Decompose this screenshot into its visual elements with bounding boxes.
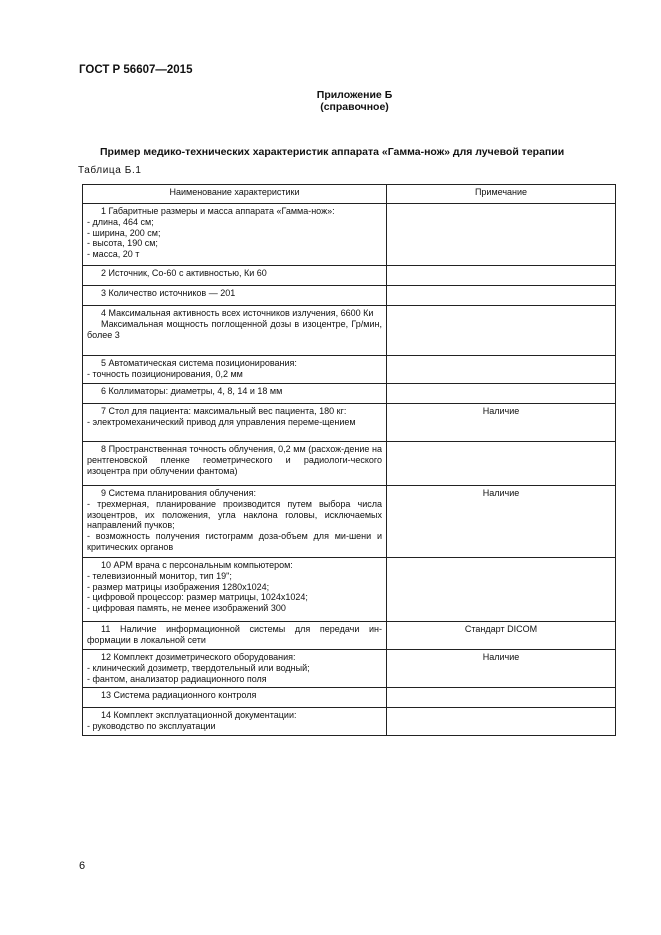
characteristic-cell [83,306,387,356]
appendix-title: Приложение Б [316,89,393,101]
table-body [83,204,616,736]
header-note: Примечание [387,185,616,204]
table-row [83,486,616,558]
page-number: 6 [79,860,86,872]
table-header-row [83,185,616,204]
table-row [83,650,616,688]
table-row [83,688,616,708]
note-cell [387,708,616,736]
characteristic-cell [83,442,387,486]
table-row [83,286,616,306]
characteristic-line: - руководство по эксплуатации [87,721,216,732]
characteristic-cell [83,384,387,404]
standard-designation: ГОСТ Р 56607—2015 [79,64,193,76]
characteristic-cell [83,204,387,266]
characteristic-line: 10 АРМ врача с персональным компьютером: [101,560,293,570]
characteristic-cell [83,650,387,688]
characteristic-line: - высота, 190 см; [87,238,158,249]
characteristic-cell [83,356,387,384]
table-row [83,266,616,286]
note-cell [387,688,616,708]
note-cell: Наличие [387,486,616,558]
characteristic-line: 3 Количество источников — 201 [101,288,236,298]
characteristic-line: 4 Максимальная активность всех источников излучения, 6600 Ки [101,308,374,318]
characteristic-line: 13 Система радиационного контроля [101,690,257,701]
note-cell [387,384,616,404]
note-cell: Стандарт DICOM [387,622,616,650]
characteristic-cell [83,622,387,650]
note-cell: Наличие [387,404,616,442]
characteristic-cell [83,558,387,622]
note-cell [387,286,616,306]
header-characteristic: Наименование характеристики [83,185,387,204]
table-row [83,356,616,384]
characteristic-line: - длина, 464 см; [87,216,154,227]
appendix-heading [0,89,661,113]
table-row [83,558,616,622]
note-cell [387,204,616,266]
characteristic-cell [83,708,387,736]
characteristic-line: 9 Система планирования облучения: [101,488,257,498]
characteristic-cell [83,286,387,306]
characteristic-line: - клинический дозиметр, твердотельный или водный; [87,662,310,673]
characteristic-line: 6 Коллиматоры: диаметры, 4, 8, 14 и 18 мм [101,386,283,396]
characteristic-line: 8 Пространственная точность облучения, 0,2 мм (расхож-дение на рентгеновской пленке геометрического и радиологи-ческого изоцентра при облучении фантома) [87,444,382,476]
table-row [83,442,616,486]
note-cell [387,442,616,486]
table-caption: Пример медико-технических характеристик аппарата «Гамма-нож» для лучевой терапии [100,146,565,158]
characteristic-line: - телевизионный монитор, тип 19"; [87,570,232,581]
note-cell [387,558,616,622]
characteristic-line: - точность позиционирования, 0,2 мм [87,368,243,379]
note-cell [387,306,616,356]
appendix-subtitle: (справочное) [320,101,389,113]
characteristic-line: - возможность получения гистограмм доза-объем для ми-шени и критических органов [87,531,382,552]
table-row [83,306,616,356]
characteristic-line: - цифровой процессор: размер матрицы, 1024x1024; [87,592,308,603]
characteristic-cell [83,486,387,558]
characteristic-line: 5 Автоматическая система позиционирования: [101,358,297,368]
table-row [83,622,616,650]
characteristic-line: 7 Стол для пациента: максимальный вес пациента, 180 кг: [101,406,347,416]
characteristic-line: - электромеханический привод для управления переме-щением [87,416,356,427]
characteristic-cell [83,266,387,286]
note-cell [387,356,616,384]
characteristic-line: 12 Комплект дозиметрического оборудования: [101,652,296,662]
characteristic-line: - фантом, анализатор радиационного поля [87,673,267,684]
characteristic-line: 11 Наличие информационной системы для передачи ин-формации в локальной сети [87,624,382,645]
characteristic-line: 14 Комплект эксплуатационной документации: [101,710,297,721]
table-row [83,204,616,266]
note-cell: Наличие [387,650,616,688]
characteristics-table [82,184,616,736]
characteristic-line: - размер матрицы изображения 1280x1024; [87,581,270,592]
characteristic-line: - трехмерная, планирование производится путем выбора числа изоцентров, их положения, угла наклона головы, исключаемых направлений пучков; [87,498,382,531]
characteristic-cell [83,404,387,442]
characteristic-line: 2 Источник, Co-60 с активностью, Ки 60 [101,268,267,278]
characteristic-line: 1 Габаритные размеры и масса аппарата «Гамма-нож»: [101,206,335,216]
table-row [83,708,616,736]
characteristic-line: Максимальная мощность поглощенной дозы в изоцентре, Гр/мин, более 3 [87,318,382,340]
table-row [83,404,616,442]
characteristic-line: - масса, 20 т [87,249,140,260]
note-cell [387,266,616,286]
characteristic-line: - цифровая память, не менее изображений 300 [87,603,286,614]
table-label: Таблица Б.1 [78,165,142,176]
characteristic-cell [83,688,387,708]
characteristic-line: - ширина, 200 см; [87,227,161,238]
table-row [83,384,616,404]
